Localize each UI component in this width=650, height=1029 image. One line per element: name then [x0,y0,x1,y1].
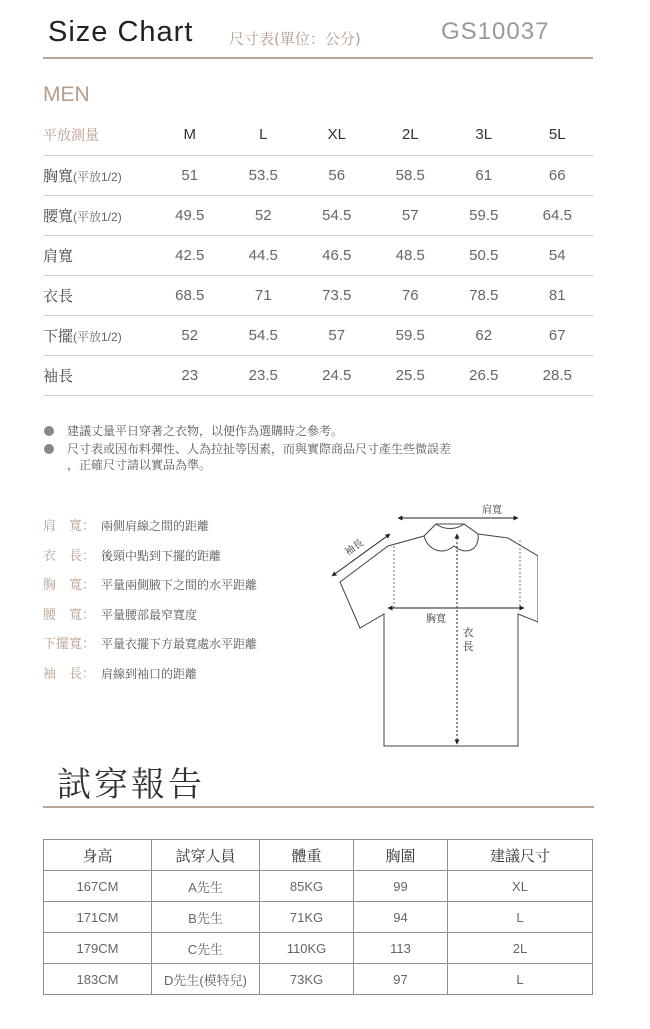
measure-value: 58.5 [374,155,448,195]
measure-value: 48.5 [374,235,448,275]
definition-desc: 肩線到袖口的距離 [101,666,198,681]
measure-label [43,155,153,195]
table-row [44,933,593,964]
table-cell: 71KG [260,902,354,933]
column-header: 身高 [44,840,152,871]
measure-value: 52 [227,195,301,235]
measure-name: 肩寬 [43,247,74,265]
measure-value: 81 [521,275,595,315]
measure-value: 54.5 [227,315,301,355]
measure-name: 袖長 [43,367,74,385]
term-text: 肩 寬 [43,519,83,534]
note-text-continued: ，正確尺寸請以實品為準。 [67,458,212,472]
size-column-header: M [153,115,227,155]
size-column-header: L [227,115,301,155]
column-header: 建議尺寸 [448,840,593,871]
definition-item [43,663,343,693]
note-text: 尺寸表或因布料彈性、人為拉扯等因素，而與實際商品尺寸產生些微誤差 [67,442,452,456]
fit-report-table [43,839,593,995]
definition-term: 衣 長： [43,548,96,564]
table-row [44,964,593,995]
measure-value: 50.5 [447,235,521,275]
measure-value: 64.5 [521,195,595,235]
definition-item [43,545,343,575]
size-header-row [43,115,594,155]
bullet-dot-icon [44,426,54,436]
measure-value: 66 [521,155,595,195]
table-row [43,275,594,315]
definition-desc: 後頸中點到下擺的距離 [101,548,222,563]
table-cell: 94 [354,902,448,933]
notes-list [43,423,603,475]
measure-value: 44.5 [227,235,301,275]
measure-name: 胸寬 [43,167,74,185]
definition-item [43,633,343,663]
bullet-dot-icon [44,444,54,454]
definition-term: 肩 寬： [43,519,96,534]
measure-name: 下擺 [43,327,74,345]
term-text: 下擺寬 [43,637,83,653]
measure-value: 23.5 [227,355,301,395]
divider [43,806,594,808]
sleeve-label: 袖長 [343,537,366,559]
size-column-header: XL [300,115,374,155]
table-row [43,235,594,275]
definition-term: 下擺寬： [43,637,96,653]
measure-value: 23 [153,355,227,395]
list-item [43,423,603,439]
fit-header-row [44,840,593,871]
unit-subtitle: 尺寸表(單位：公分) [229,30,361,48]
term-text: 衣 長 [43,548,83,564]
table-cell: B先生 [152,902,260,933]
measure-value: 59.5 [374,315,448,355]
table-cell: 99 [354,871,448,902]
measure-value: 61 [447,155,521,195]
column-header: 試穿人員 [152,840,260,871]
measure-value: 76 [374,275,448,315]
list-item [43,441,603,473]
column-header: 胸圍 [354,840,448,871]
column-header: 體重 [260,840,354,871]
page-title: Size Chart [48,16,194,48]
measurement-definitions [43,515,343,693]
measure-value: 24.5 [300,355,374,395]
measure-value: 54.5 [300,195,374,235]
shirt-measurement-diagram [328,498,538,750]
length-label-bottom: 長 [462,640,474,653]
section-label-men: MEN [43,83,90,106]
size-table [43,115,594,396]
table-row [43,155,594,195]
measure-value: 62 [447,315,521,355]
size-column-header: 3L [447,115,521,155]
measure-note: (平放1/2) [73,209,122,224]
measure-value: 26.5 [447,355,521,395]
table-cell: 85KG [260,871,354,902]
measure-value: 57 [374,195,448,235]
table-cell: 183CM [44,964,152,995]
measure-value: 67 [521,315,595,355]
size-column-header: 2L [374,115,448,155]
definition-item [43,574,343,604]
measure-value: 53.5 [227,155,301,195]
measure-label [43,355,153,395]
measure-value: 51 [153,155,227,195]
term-text: 袖 長 [43,666,83,682]
table-row [43,355,594,395]
corner-label: 平放測量 [43,115,153,155]
table-row [44,902,593,933]
table-cell: 113 [354,933,448,964]
measure-name: 腰寬 [43,207,74,225]
table-row [43,315,594,355]
measure-label [43,315,153,355]
table-row [43,195,594,235]
table-cell: 2L [448,933,593,964]
measure-value: 59.5 [447,195,521,235]
definition-desc: 平量腰部最窄寬度 [101,607,198,622]
table-cell: XL [448,871,593,902]
definition-item [43,604,343,634]
chest-label: 胸寬 [426,614,446,625]
table-cell: 179CM [44,933,152,964]
measure-value: 28.5 [521,355,595,395]
fit-report-title: 試穿報告 [57,765,205,805]
table-row [44,871,593,902]
table-cell: 97 [354,964,448,995]
size-column-header: 5L [521,115,595,155]
measure-value: 52 [153,315,227,355]
product-code: GS10037 [441,18,550,45]
definition-desc: 兩側肩線之間的距離 [101,519,210,533]
measure-note: (平放1/2) [73,329,122,344]
measure-value: 46.5 [300,235,374,275]
measure-value: 54 [521,235,595,275]
table-cell: L [448,964,593,995]
table-cell: D先生(模特兒) [152,964,260,995]
term-text: 腰 寬 [43,607,83,623]
shirt-outline [340,524,538,746]
measure-value: 56 [300,155,374,195]
definition-desc: 平量衣擺下方最寬處水平距離 [101,637,258,652]
table-cell: C先生 [152,933,260,964]
measure-value: 57 [300,315,374,355]
measure-label [43,275,153,315]
definition-term: 胸 寬： [43,578,96,594]
measure-note: (平放1/2) [73,169,122,184]
shoulder-label: 肩寬 [482,505,502,516]
measure-name: 衣長 [43,287,74,305]
table-cell: A先生 [152,871,260,902]
table-cell: 73KG [260,964,354,995]
measure-value: 25.5 [374,355,448,395]
length-label-top: 衣 [462,626,474,639]
definition-term: 腰 寬： [43,607,96,623]
definition-item [43,515,343,545]
note-text: 建議丈量平日穿著之衣物，以便作為選購時之參考。 [67,424,344,438]
measure-label [43,195,153,235]
measure-label [43,235,153,275]
measure-value: 68.5 [153,275,227,315]
definition-term: 袖 長： [43,666,96,682]
definition-desc: 平量兩側腋下之間的水平距離 [101,578,258,593]
size-chart-header [43,14,593,59]
table-cell: 167CM [44,871,152,902]
term-text: 胸 寬 [43,578,83,594]
table-cell: 110KG [260,933,354,964]
table-cell: 171CM [44,902,152,933]
measure-value: 73.5 [300,275,374,315]
measure-value: 78.5 [447,275,521,315]
measure-value: 71 [227,275,301,315]
measure-value: 49.5 [153,195,227,235]
shirt-collar [424,524,478,551]
measure-value: 42.5 [153,235,227,275]
table-cell: L [448,902,593,933]
